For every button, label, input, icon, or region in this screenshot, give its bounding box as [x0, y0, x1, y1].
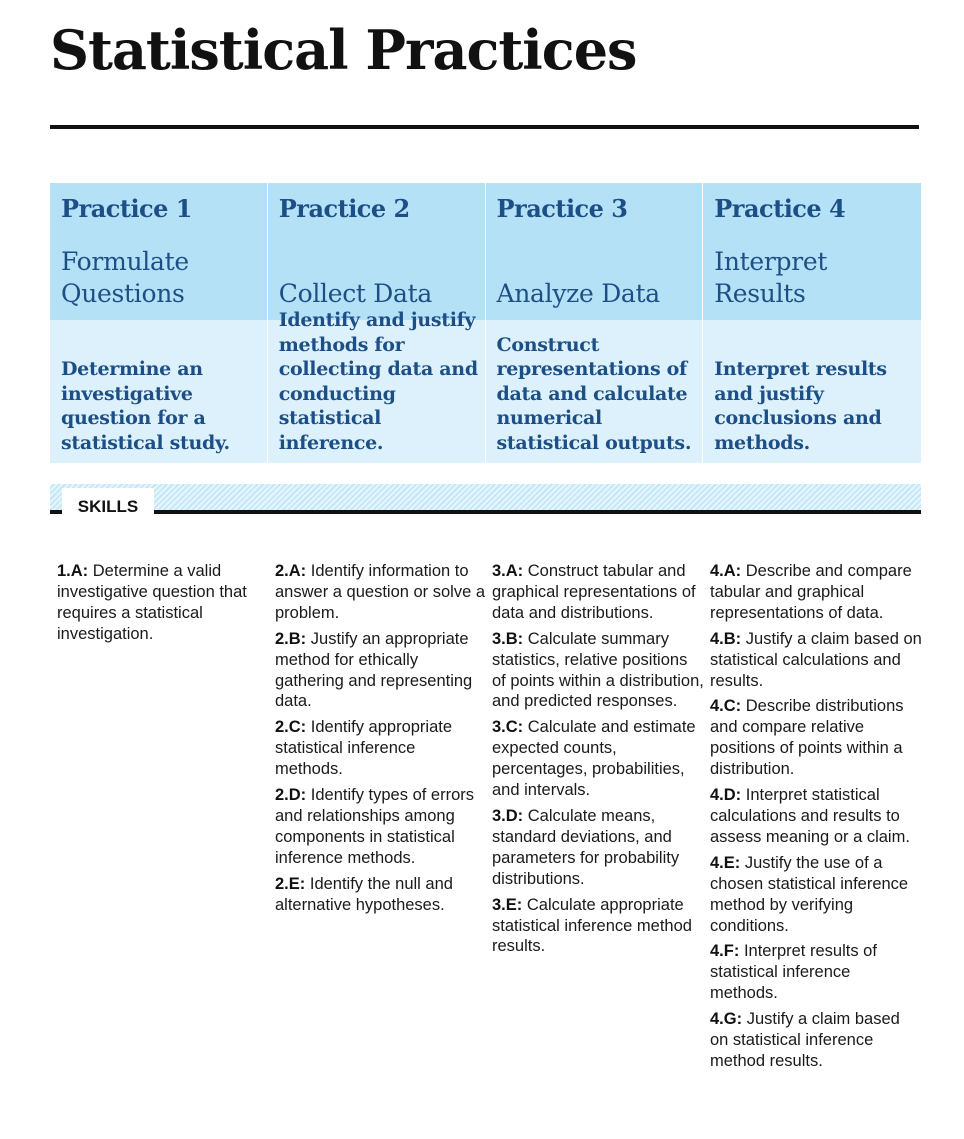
page-title: Statistical Practices: [50, 18, 637, 82]
skill-code: 3.B:: [492, 629, 524, 648]
skills-column-3: [492, 561, 704, 962]
skill-code: 3.A:: [492, 562, 524, 580]
practice-number: Practice 4: [714, 194, 846, 223]
practice-number: Practice 3: [496, 194, 628, 223]
practice-number: Practice 2: [278, 194, 410, 223]
practice-4-description-cell: [703, 320, 921, 463]
skill-text: Calculate appropriate statistical inference method results.: [492, 895, 692, 956]
skill-text: Construct tabular and graphical representations of data and distributions.: [492, 562, 696, 622]
practice-description: Identify and justify methods for collecting data and conducting statistical inference.: [278, 309, 478, 454]
skill-item: [275, 561, 487, 624]
skill-code: 4.E:: [710, 853, 741, 872]
skills-column-2: [275, 561, 487, 921]
skill-item: [275, 717, 487, 780]
practice-4-header: [703, 183, 921, 320]
practice-name: Analyze Data: [496, 279, 660, 308]
skill-text: Describe and compare tabular and graphical representations of data.: [710, 562, 912, 622]
skill-item: [710, 561, 922, 624]
skill-text: Identify information to answer a question or solve a problem.: [275, 562, 486, 622]
practice-name: Interpret Results: [714, 247, 828, 308]
skills-hatched-band: [50, 484, 921, 512]
practice-name: Formulate Questions: [61, 247, 189, 308]
skill-text: Justify an appropriate method for ethically gathering and representing data.: [275, 629, 473, 711]
skill-text: Justify a claim based on statistical inference method results.: [710, 1010, 900, 1070]
skill-code: 4.A:: [710, 562, 742, 580]
skill-item: [710, 853, 922, 937]
skill-item: [710, 1009, 922, 1072]
skill-text: Interpret results of statistical inference methods.: [710, 942, 877, 1003]
skill-item: [492, 629, 704, 713]
skill-text: Calculate means, standard deviations, and parameters for probability distributions.: [492, 806, 680, 888]
skill-item: [492, 717, 704, 801]
skill-item: [275, 629, 487, 713]
practice-description: Interpret results and justify conclusions and methods.: [714, 358, 887, 454]
skill-code: 3.D:: [492, 806, 524, 825]
skill-text: Describe distributions and compare relative positions of points within a distribution.: [710, 697, 904, 779]
practice-description: Determine an investigative question for a statistical study.: [61, 358, 230, 454]
skill-code: 4.D:: [710, 786, 742, 805]
skills-column-1: [57, 561, 269, 650]
practice-description-row: [50, 309, 921, 463]
skill-text: Determine a valid investigative question that requires a statistical investigation.: [57, 562, 247, 643]
practice-1-header: [50, 183, 268, 320]
title-divider: [50, 125, 919, 129]
skill-item: [492, 561, 704, 624]
skills-column-4: [710, 561, 922, 1077]
skill-text: Justify the use of a chosen statistical inference method by verifying conditions.: [710, 853, 909, 935]
skill-code: 3.C:: [492, 718, 524, 737]
skill-item: [275, 874, 487, 916]
skill-text: Interpret statistical calculations and results to assess meaning or a claim.: [710, 786, 910, 846]
skill-code: 2.B:: [275, 629, 307, 648]
skill-item: [710, 941, 922, 1004]
skill-item: [492, 806, 704, 890]
skill-item: [492, 895, 704, 958]
practice-1-description-cell: [50, 320, 268, 463]
skill-text: Calculate and estimate expected counts, percentages, probabilities, and intervals.: [492, 718, 696, 800]
skill-code: 4.C:: [710, 697, 742, 716]
skill-code: 4.F:: [710, 942, 740, 961]
skill-code: 2.C:: [275, 718, 307, 737]
practice-header-row: [50, 183, 921, 320]
skill-text: Identify appropriate statistical inference methods.: [275, 718, 453, 779]
practice-2-header: [268, 183, 486, 320]
practice-3-header: [486, 183, 704, 320]
skill-code: 4.B:: [710, 629, 742, 648]
skill-code: 3.E:: [492, 895, 523, 914]
skill-item: [57, 561, 269, 645]
practice-number: Practice 1: [61, 194, 192, 223]
practice-description: Construct representations of data and calculate numerical statistical outputs.: [496, 333, 692, 454]
practices-table: [50, 183, 921, 463]
skill-item: [710, 629, 922, 692]
practice-3-description-cell: [486, 320, 704, 463]
skill-code: 4.G:: [710, 1010, 743, 1029]
skills-heading: SKILLS: [62, 488, 154, 526]
skill-code: 2.E:: [275, 874, 306, 893]
skill-item: [710, 785, 922, 848]
skill-text: Justify a claim based on statistical calculations and results.: [710, 629, 922, 690]
skill-item: [275, 785, 487, 869]
skill-text: Identify types of errors and relationships among components in statistical inference methods.: [275, 786, 475, 867]
skill-code: 2.A:: [275, 562, 307, 580]
skill-item: [710, 696, 922, 780]
skill-code: 1.A:: [57, 562, 89, 580]
skill-text: Calculate summary statistics, relative positions of points within a distribution, and predicted responses.: [492, 629, 704, 711]
practice-name: Collect Data: [278, 279, 433, 308]
skill-text: Identify the null and alternative hypotheses.: [275, 874, 453, 914]
skill-code: 2.D:: [275, 786, 307, 805]
skills-divider: [50, 510, 921, 514]
practice-2-description-cell: [268, 309, 486, 463]
